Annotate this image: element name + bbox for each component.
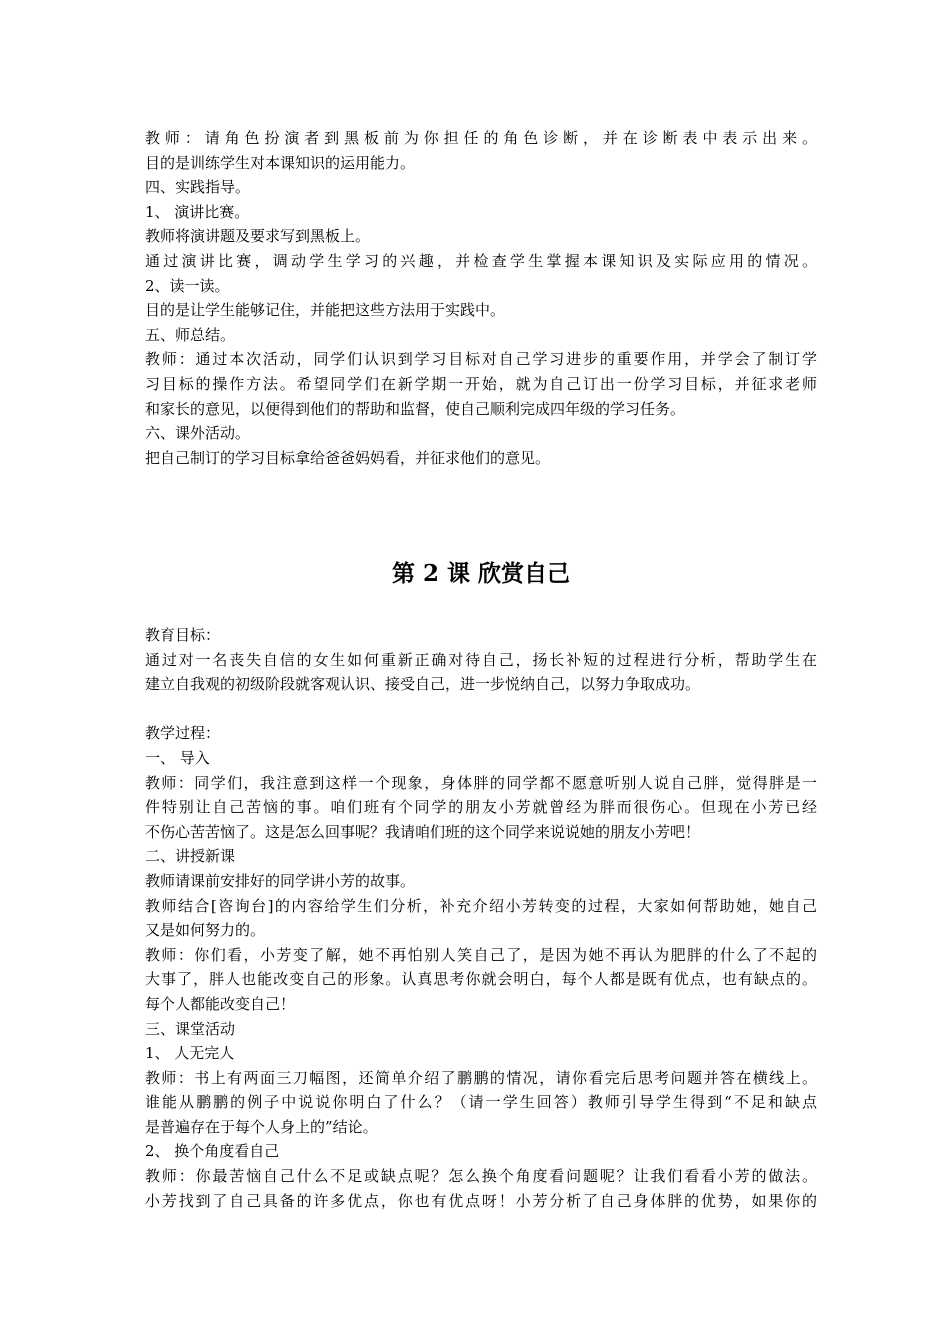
section-heading: 五、师总结。 [145,325,236,344]
text-line: 谁能从鹏鹏的例子中说说你明白了什么？（请一学生回答）教师引导学生得到“不足和缺点 [145,1093,817,1112]
text-line: 通过演讲比赛，调动学生学习的兴趣，并检查学生掌握本课知识及实际应用的情况。 [145,251,817,270]
text-line: 件特别让自己苦恼的事。咱们班有个同学的朋友小芳就曾经为胖而很伤心。但现在小芳已经 [145,798,817,817]
text-line: 是普遍存在于每个人身上的”结论。 [145,1117,378,1136]
text-line: 通过对一名丧失自信的女生如何重新正确对待自己，扬长补短的过程进行分析，帮助学生在 [145,650,817,669]
process-label: 教学过程： [145,724,221,743]
list-item: 2、 换个角度看自己 [145,1142,280,1161]
text-line: 不伤心苦苦恼了。这是怎么回事呢？我请咱们班的这个同学来说说她的朋友小芳吧！ [145,822,701,841]
text-line: 教师结合[咨询台]的内容给学生们分析，补充介绍小芳转变的过程，大家如何帮助她，她自己 [145,896,817,915]
text-line: 教师：你们看，小芳变了解，她不再怕别人笑自己了，是因为她不再认为肥胖的什么了不起的 [145,945,817,964]
list-item: 2、读一读。 [145,276,230,295]
text-line: 把自己制订的学习目标拿给爸爸妈妈看，并征求他们的意见。 [145,448,551,467]
text-line: 教师将演讲题及要求写到黑板上。 [145,227,371,246]
text-line: 每个人都能改变自己！ [145,994,296,1013]
text-line: 教师：你最苦恼自己什么不足或缺点呢？怎么换个角度看问题呢？让我们看看小芳的做法。 [145,1167,817,1186]
text-line: 教师：请角色扮演者到黑板前为你担任的角色诊断，并在诊断表中表示出来。 [145,129,817,147]
text-line: 目的是训练学生对本课知识的运用能力。 [145,153,416,172]
text-line: 建立自我观的初级阶段就客观认识、接受自己，进一步悦纳自己，以努力争取成功。 [145,675,701,694]
section-heading: 六、课外活动。 [145,424,251,443]
text-line: 教师：同学们，我注意到这样一个现象，身体胖的同学都不愿意听别人说自己胖，觉得胖是一 [145,773,817,792]
goal-label: 教育目标： [145,626,221,644]
list-item: 1、 演讲比赛。 [145,202,250,221]
text-line: 大事了，胖人也能改变自己的形象。认真思考你就会明白，每个人都是既有优点，也有缺点的。 [145,970,817,989]
previous-lesson-section [145,126,817,470]
text-line: 目的是让学生能够记住，并能把这些方法用于实践中。 [145,301,506,320]
text-line: 教师：通过本次活动，同学们认识到学习目标对自己学习进步的重要作用，并学会了制订学 [145,350,817,369]
text-line: 教师请课前安排好的同学讲小芳的故事。 [145,871,416,890]
section-heading: 二、讲授新课 [145,847,236,866]
text-line: 教师：书上有两面三刀幅图，还简单介绍了鹏鹏的情况，请你看完后思考问题并答在横线上。 [145,1068,817,1087]
section-heading: 一、 导入 [145,748,210,767]
text-line: 又是如何努力的。 [145,921,266,940]
blank-line [145,697,817,722]
text-line: 小芳找到了自己具备的许多优点，你也有优点呀！小芳分析了自己身体胖的优势，如果你的 [145,1191,817,1210]
lesson-2-section [145,623,817,1213]
lesson-title: 第 2 课 欣赏自己 [391,560,571,587]
text-line: 和家长的意见，以便得到他们的帮助和监督，使自己顺利完成四年级的学习任务。 [145,399,686,418]
list-item: 1、 人无完人 [145,1044,235,1063]
section-heading: 三、课堂活动 [145,1019,236,1038]
section-heading: 四、实践指导。 [145,178,251,197]
text-line: 习目标的操作方法。希望同学们在新学期一开始，就为自己订出一份学习目标，并征求老师 [145,374,817,393]
